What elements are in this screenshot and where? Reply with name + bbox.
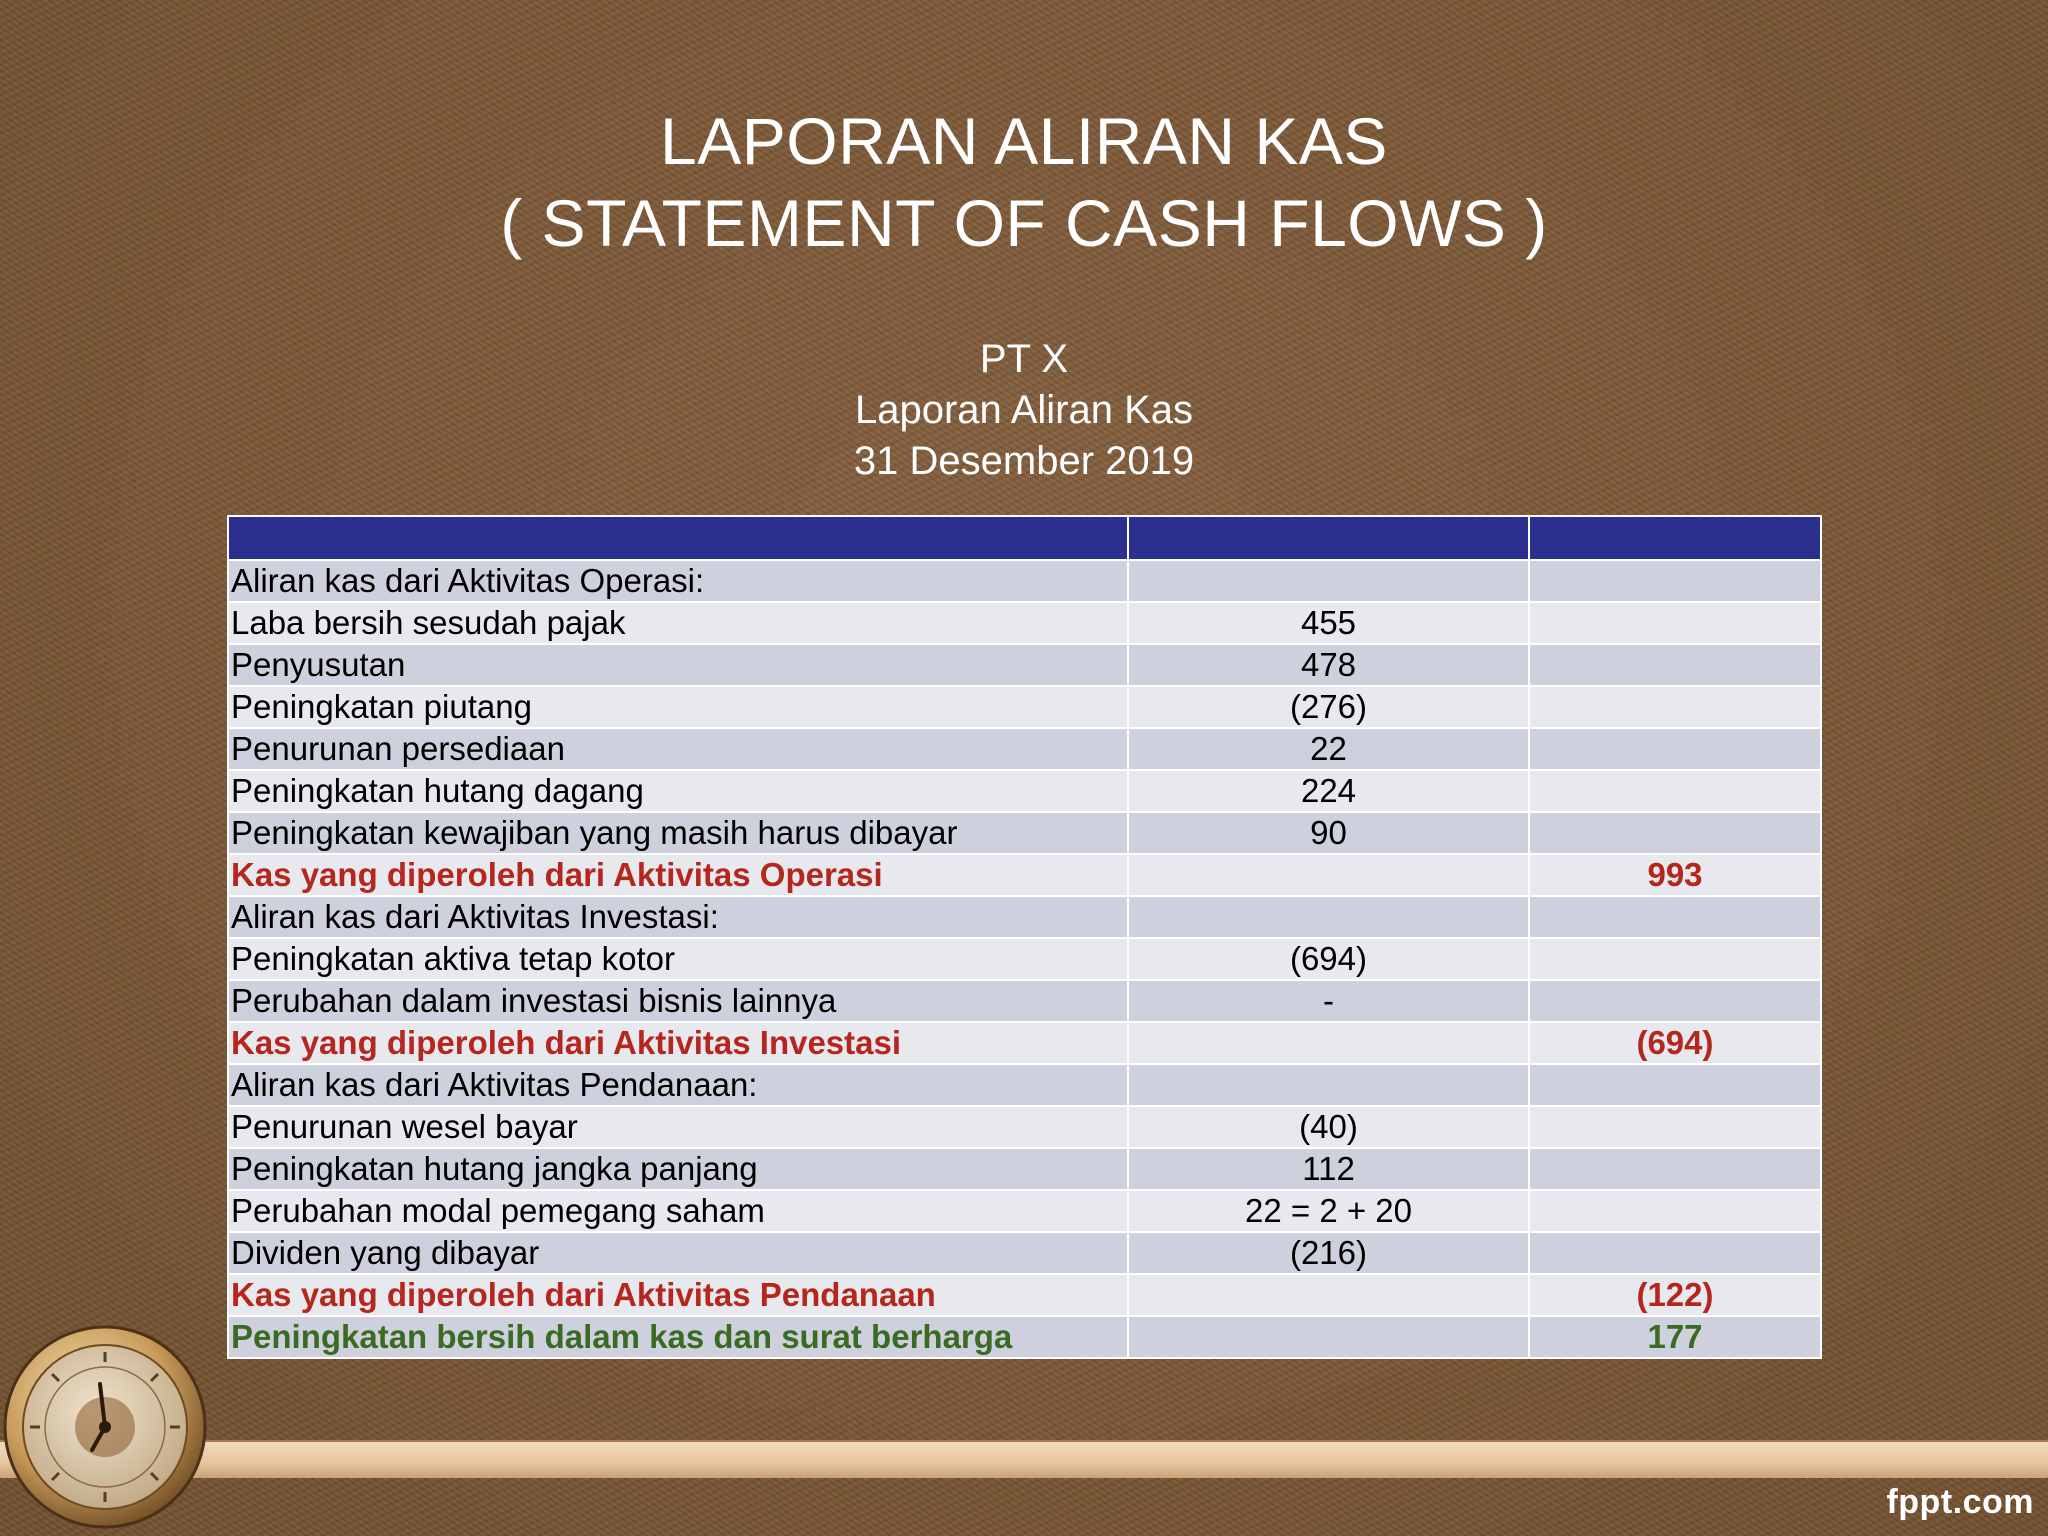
header-cell-amount: [1128, 516, 1529, 560]
row-total: [1529, 770, 1821, 812]
row-label: Aliran kas dari Aktivitas Operasi:: [228, 560, 1128, 602]
row-label: Kas yang diperoleh dari Aktivitas Pendanaan: [228, 1274, 1128, 1316]
row-amount: 455: [1128, 602, 1529, 644]
row-label: Peningkatan piutang: [228, 686, 1128, 728]
table-row: [228, 980, 1821, 1022]
row-total: [1529, 896, 1821, 938]
table-row: [228, 644, 1821, 686]
table-row: [228, 728, 1821, 770]
row-amount: 22 = 2 + 20: [1128, 1190, 1529, 1232]
header-cell-description: [228, 516, 1128, 560]
table-row: [228, 1064, 1821, 1106]
table-row: [228, 1232, 1821, 1274]
table-row: [228, 560, 1821, 602]
row-total: [1529, 602, 1821, 644]
table-row: [228, 854, 1821, 896]
row-total: [1529, 938, 1821, 980]
row-total: [1529, 686, 1821, 728]
title-line-1: LAPORAN ALIRAN KAS: [660, 104, 1388, 178]
table-row: [228, 812, 1821, 854]
row-label: Peningkatan hutang jangka panjang: [228, 1148, 1128, 1190]
row-label: Aliran kas dari Aktivitas Investasi:: [228, 896, 1128, 938]
row-label: Laba bersih sesudah pajak: [228, 602, 1128, 644]
row-amount: [1128, 896, 1529, 938]
row-amount: 224: [1128, 770, 1529, 812]
table-row: [228, 686, 1821, 728]
row-label: Penurunan persediaan: [228, 728, 1128, 770]
slide-title: [0, 100, 2048, 264]
row-label: Dividen yang dibayar: [228, 1232, 1128, 1274]
row-amount: -: [1128, 980, 1529, 1022]
table-row: [228, 602, 1821, 644]
row-total: [1529, 728, 1821, 770]
report-name: Laporan Aliran Kas: [854, 388, 1193, 432]
row-total: (694): [1529, 1022, 1821, 1064]
row-total: [1529, 1232, 1821, 1274]
row-label: Aliran kas dari Aktivitas Pendanaan:: [228, 1064, 1128, 1106]
row-total: [1529, 560, 1821, 602]
row-total: 177: [1529, 1316, 1821, 1358]
row-label: Penurunan wesel bayar: [228, 1106, 1128, 1148]
title-line-2: ( STATEMENT OF CASH FLOWS ): [500, 186, 1548, 260]
row-label: Perubahan dalam investasi bisnis lainnya: [228, 980, 1128, 1022]
table-row: [228, 938, 1821, 980]
row-label: Kas yang diperoleh dari Aktivitas Investasi: [228, 1022, 1128, 1064]
table-row: [228, 1316, 1821, 1358]
clock-icon: [0, 1322, 210, 1532]
table-row: [228, 770, 1821, 812]
row-total: 993: [1529, 854, 1821, 896]
row-total: (122): [1529, 1274, 1821, 1316]
row-amount: (276): [1128, 686, 1529, 728]
header-cell-total: [1529, 516, 1821, 560]
table-row: [228, 1106, 1821, 1148]
row-amount: [1128, 560, 1529, 602]
row-total: [1529, 1064, 1821, 1106]
row-amount: 90: [1128, 812, 1529, 854]
row-amount: 22: [1128, 728, 1529, 770]
row-amount: [1128, 854, 1529, 896]
row-amount: (216): [1128, 1232, 1529, 1274]
company-name: PT X: [979, 337, 1069, 381]
row-total: [1529, 1148, 1821, 1190]
brand-watermark: fppt.com: [1886, 1483, 2034, 1521]
row-label: Peningkatan aktiva tetap kotor: [228, 938, 1128, 980]
row-amount: [1128, 1064, 1529, 1106]
row-total: [1529, 1106, 1821, 1148]
row-label: Peningkatan bersih dalam kas dan surat berharga: [228, 1316, 1128, 1358]
row-label: Penyusutan: [228, 644, 1128, 686]
row-amount: (694): [1128, 938, 1529, 980]
row-amount: 478: [1128, 644, 1529, 686]
row-total: [1529, 1190, 1821, 1232]
row-label: Peningkatan hutang dagang: [228, 770, 1128, 812]
table-row: [228, 1190, 1821, 1232]
table-row: [228, 1148, 1821, 1190]
row-total: [1529, 644, 1821, 686]
footer-band: [0, 1442, 2048, 1478]
report-heading: [0, 334, 2048, 487]
row-label: Perubahan modal pemegang saham: [228, 1190, 1128, 1232]
row-total: [1529, 980, 1821, 1022]
row-label: Kas yang diperoleh dari Aktivitas Operasi: [228, 854, 1128, 896]
row-amount: [1128, 1316, 1529, 1358]
table-row: [228, 896, 1821, 938]
table-header-row: [228, 516, 1821, 560]
row-amount: [1128, 1022, 1529, 1064]
row-amount: 112: [1128, 1148, 1529, 1190]
table-row: [228, 1022, 1821, 1064]
row-amount: [1128, 1274, 1529, 1316]
row-total: [1529, 812, 1821, 854]
report-date: 31 Desember 2019: [853, 439, 1195, 483]
table-body: [228, 560, 1821, 1358]
row-amount: (40): [1128, 1106, 1529, 1148]
table-row: [228, 1274, 1821, 1316]
cash-flow-table: [227, 515, 1822, 1359]
row-label: Peningkatan kewajiban yang masih harus dibayar: [228, 812, 1128, 854]
